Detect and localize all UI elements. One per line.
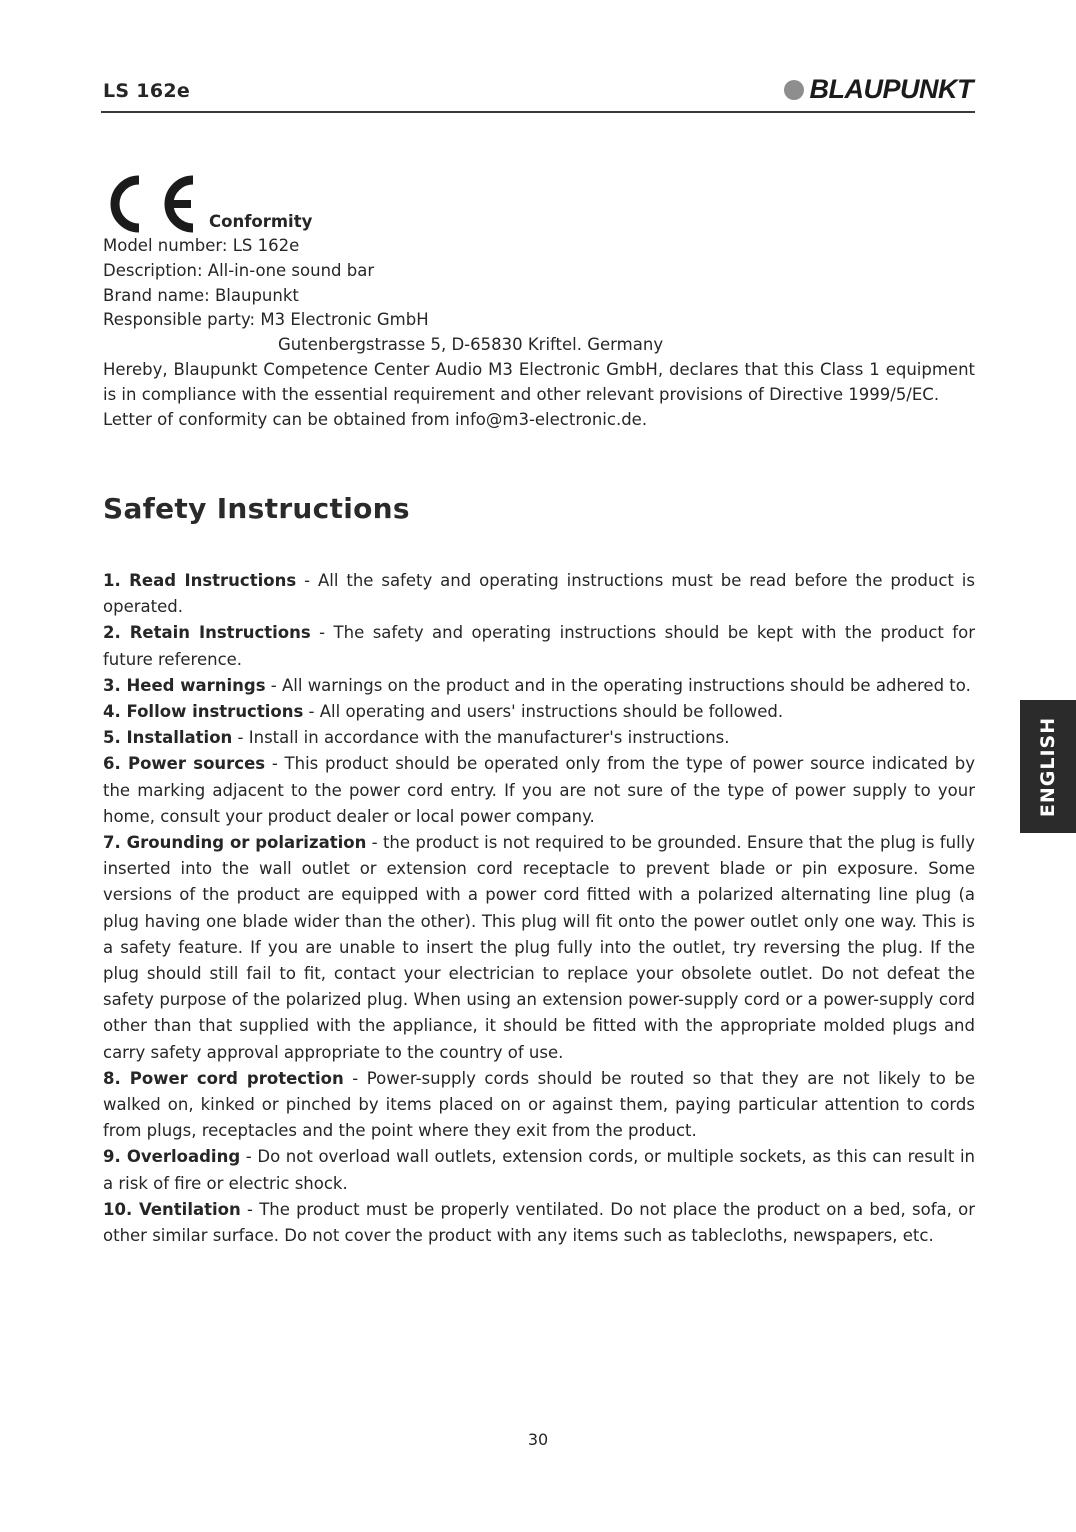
instruction-text: - This product should be operated only from the type of power source indicated by the marking adjacent to the power cord entry. If you are not sure of the type of power supply to your home, consult your product dealer or local power company. bbox=[103, 754, 975, 826]
instruction-text: - Power-supply cords should be routed so that they are not likely to be walked on, kinked or pinched by items placed on or against them, paying particular attention to cords from plugs, receptacles and the point where they exit from the product. bbox=[103, 1068, 975, 1141]
instruction-text: - The product must be properly ventilated. Do not place the product on a bed, sofa, or other similar surface. Do not cover the product with any items such as tablecloths, newspapers, etc. bbox=[103, 1199, 975, 1246]
model-number-line: Model number: LS 162e bbox=[103, 236, 300, 255]
instruction-title: 9. Overloading bbox=[103, 1147, 241, 1167]
page-number: 30 bbox=[527, 1430, 549, 1449]
declaration-text: Hereby, Blaupunkt Competence Center Audio M3 Electronic GmbH, declares that this Class 1 equipment is in compliance with the essential requirement and other relevant provisions of Directive 1999/5/EC. bbox=[103, 359, 975, 404]
letter-of-conformity-line: Letter of conformity can be obtained from info@m3-electronic.de. bbox=[103, 409, 648, 429]
conformity-section bbox=[103, 170, 975, 432]
description-line: Description: All-in-one sound bar bbox=[103, 260, 375, 280]
conformity-title: Conformity bbox=[209, 212, 313, 232]
header-divider bbox=[101, 111, 975, 113]
instruction-item bbox=[103, 830, 975, 1066]
model-name: LS 162e bbox=[103, 80, 191, 102]
instruction-title: 8. Power cord protection bbox=[103, 1068, 344, 1088]
instruction-title: 2. Retain Instructions bbox=[103, 623, 311, 643]
responsible-party-line: Responsible party: M3 Electronic GmbH bbox=[103, 310, 429, 330]
instruction-item bbox=[103, 1144, 975, 1196]
instruction-item bbox=[103, 699, 975, 725]
safety-instructions-heading: Safety Instructions bbox=[103, 492, 410, 525]
instruction-item bbox=[103, 620, 975, 672]
instruction-title: 5. Installation bbox=[103, 728, 233, 748]
instruction-title: 3. Heed warnings bbox=[103, 675, 266, 695]
instruction-title: 4. Follow instructions bbox=[103, 702, 304, 722]
instruction-text: - All warnings on the product and in the operating instructions should be adhered to. bbox=[265, 675, 971, 695]
instruction-title: 6. Power sources bbox=[103, 754, 266, 774]
safety-instructions-list bbox=[103, 568, 975, 1249]
instruction-text: - All the safety and operating instructions must be read before the product is operated. bbox=[103, 571, 975, 617]
language-tab bbox=[1020, 700, 1076, 833]
instruction-title: 7. Grounding or polarization bbox=[103, 833, 367, 853]
conformity-heading-row bbox=[103, 170, 975, 234]
brand-name-line: Brand name: Blaupunkt bbox=[103, 285, 299, 305]
brand-logo bbox=[784, 74, 974, 105]
instruction-title: 10. Ventilation bbox=[103, 1199, 241, 1219]
instruction-text: - the product is not required to be grounded. Ensure that the plug is fully inserted into the wall outlet or extension cord receptacle to prevent blade or pin exposure. Some versions of the product are equipped with a power cord fitted with a polarized alternating line plug (a plug having one blade wider than the other). This plug will fit onto the power outlet only one way. This is a safety feature. If you are unable to insert the plug fully into the outlet, try reversing the plug. If the plug should still fail to fit, contact your electrician to replace your obsolete outlet. Do not defeat the safety purpose of the polarized plug. When using an extension power-supply cord or a power-supply cord other than that supplied with the appliance, it should be fitted with the appropriate molded plugs and carry safety approval appropriate to the country of use. bbox=[103, 833, 975, 1062]
address-line: Gutenbergstrasse 5, D-65830 Kriftel. Germany bbox=[278, 335, 664, 355]
instruction-text: - Install in accordance with the manufacturer's instructions. bbox=[232, 728, 730, 748]
instruction-text: - Do not overload wall outlets, extension cords, or multiple sockets, as this can result in a risk of fire or electric shock. bbox=[103, 1147, 975, 1193]
ce-mark-icon bbox=[103, 172, 203, 234]
instruction-item bbox=[103, 1066, 975, 1145]
language-tab-label: ENGLISH bbox=[1037, 716, 1059, 817]
instruction-item bbox=[103, 568, 975, 620]
instruction-item bbox=[103, 751, 975, 830]
brand-name: BLAUPUNKT bbox=[809, 74, 973, 104]
brand-dot-icon bbox=[784, 80, 804, 100]
instruction-title: 1. Read Instructions bbox=[103, 571, 297, 590]
instruction-text: - All operating and users' instructions should be followed. bbox=[303, 702, 784, 722]
instruction-item bbox=[103, 673, 975, 699]
instruction-item bbox=[103, 725, 975, 751]
instruction-text: - The safety and operating instructions should be kept with the product for future reference. bbox=[103, 623, 975, 669]
instruction-item bbox=[103, 1197, 975, 1249]
